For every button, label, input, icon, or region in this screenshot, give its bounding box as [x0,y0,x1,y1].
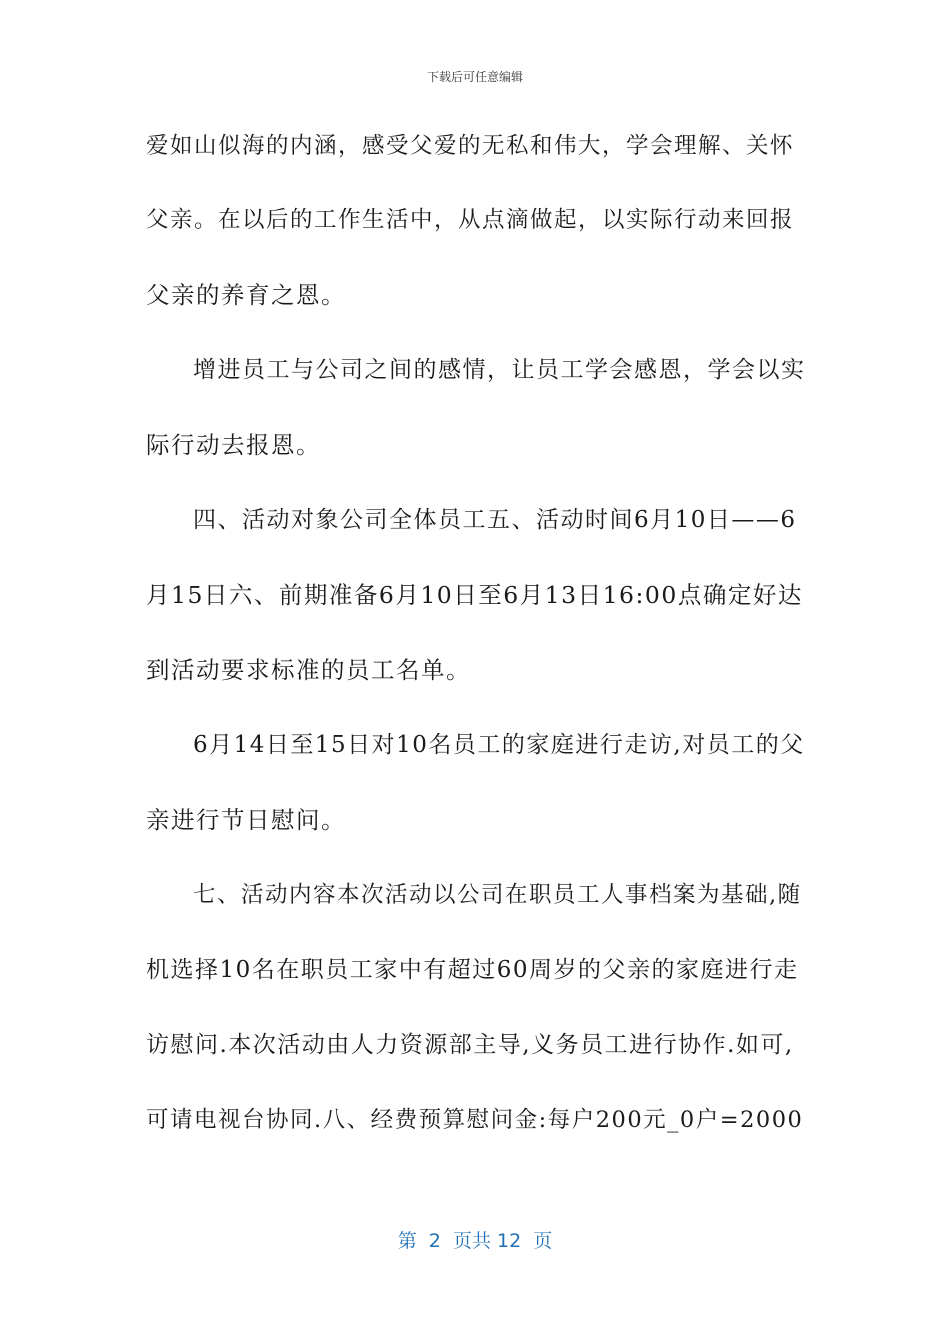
body-line-10: 亲进行节日慰问。 [146,806,346,834]
body-line-12: 机选择10名在职员工家中有超过60周岁的父亲的家庭进行走 [146,957,799,983]
body-line-13: 访慰问.本次活动由人力资源部主导,义务员工进行协作.如可, [146,1032,794,1058]
body-line-4: 增进员工与公司之间的感情，让员工学会感恩，学会以实 [193,357,806,383]
body-line-8: 到活动要求标准的员工名单。 [146,656,471,684]
body-line-9: 6月14日至15日对10名员工的家庭进行走访,对员工的父 [193,732,805,758]
body-line-11: 七、活动内容本次活动以公司在职员工人事档案为基础,随 [193,882,802,908]
body-line-14: 可请电视台协同.八、经费预算慰问金:每户200元_0户=2000 [146,1107,804,1133]
body-line-3: 父亲的养育之恩。 [146,281,346,309]
body-line-6: 四、活动对象公司全体员工五、活动时间6月10日——6 [193,507,797,533]
body-line-7: 月15日六、前期准备6月10日至6月13日16:00点确定好达 [146,581,803,609]
page-number-footer: 第 2 页共 12 页 [397,1230,553,1252]
body-line-1: 爱如山似海的内涵，感受父爱的无私和伟大，学会理解、关怀 [146,133,795,159]
body-line-5: 际行动去报恩。 [146,431,321,459]
body-line-2: 父亲。在以后的工作生活中，从点滴做起，以实际行动来回报 [146,207,795,233]
page-header: 下载后可任意编辑 [426,70,523,84]
